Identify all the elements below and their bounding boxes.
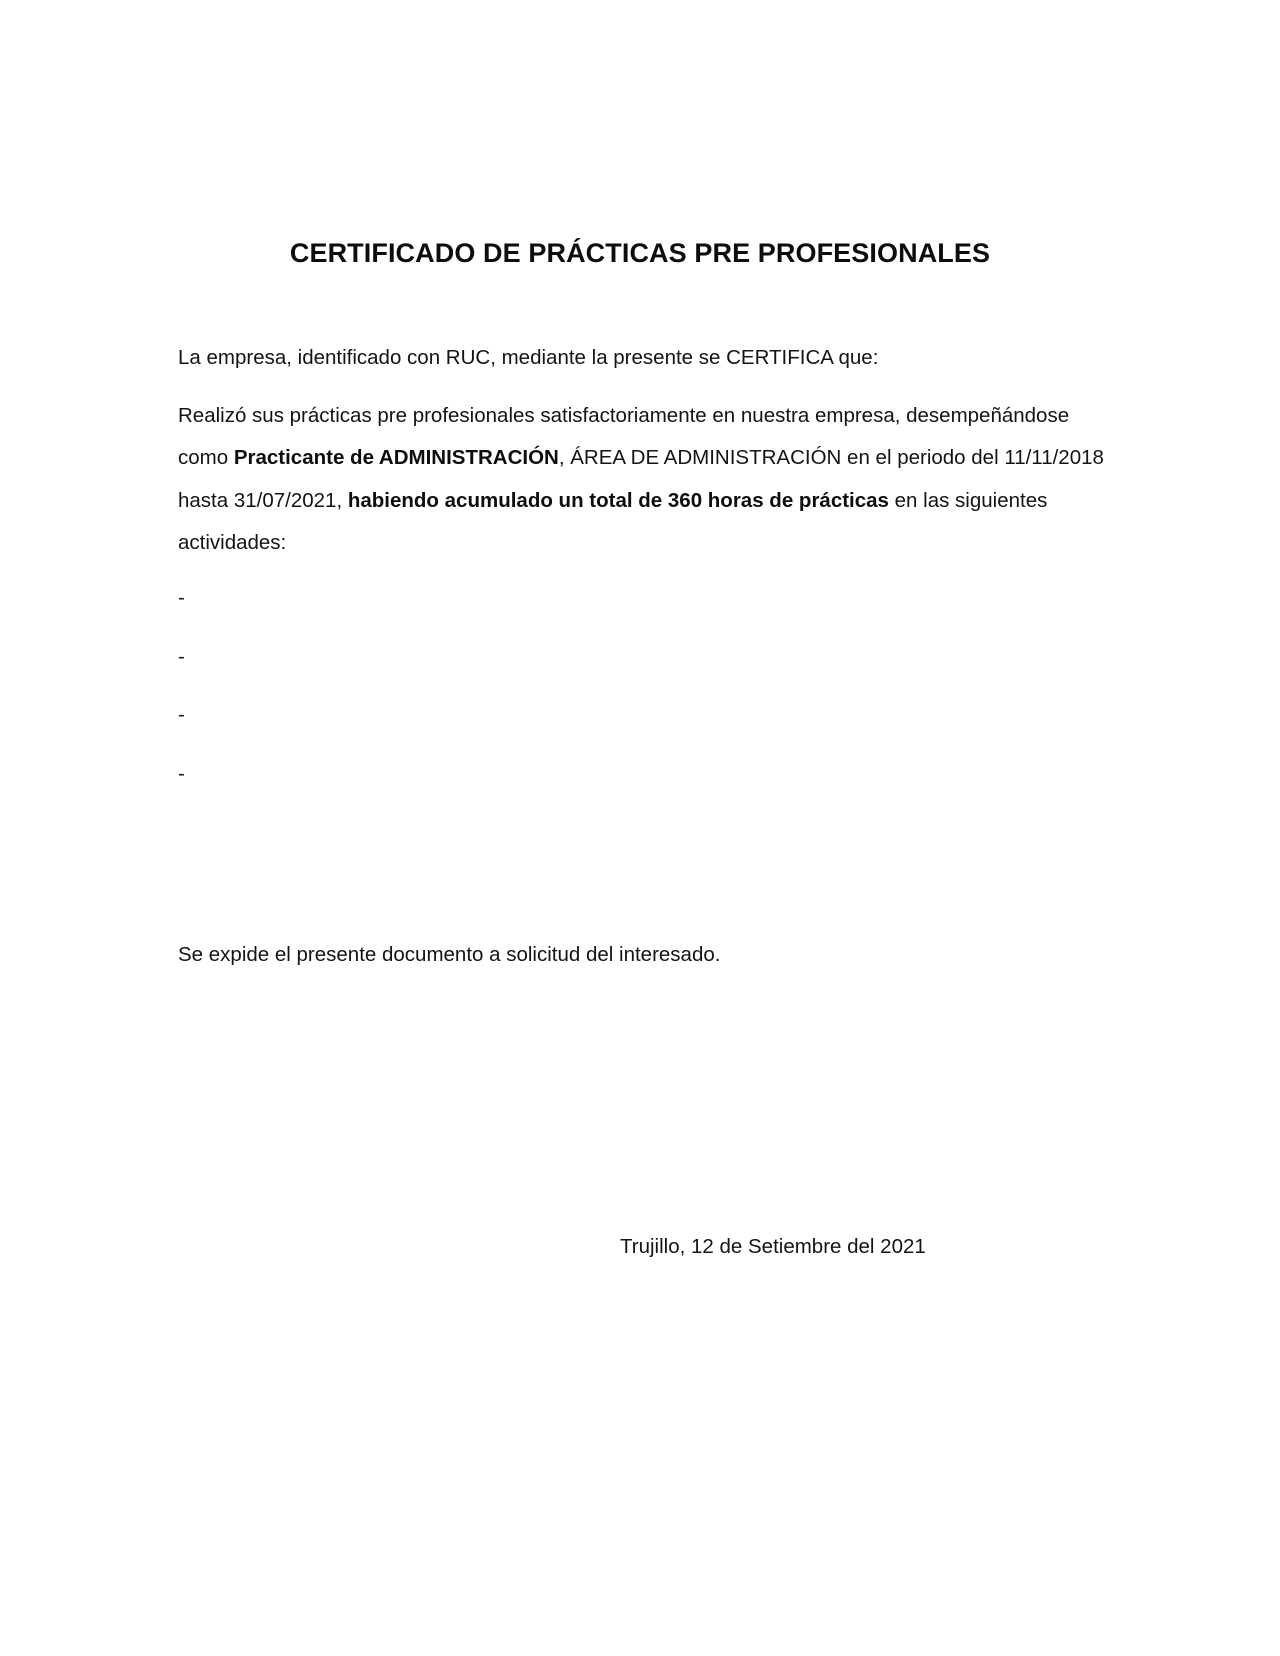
activity-item: - [178,703,185,726]
body-line-2 [178,437,1108,479]
body-line-3 [178,480,1108,522]
intro-paragraph: La empresa, identificado con RUC, mediante la presente se CERTIFICA que: [178,346,879,369]
closing-statement: Se expide el presente documento a solicitud del interesado. [178,943,721,966]
date-line: Trujillo, 12 de Setiembre del 2021 [620,1235,926,1258]
body-line-2-suffix: , ÁREA DE ADMINISTRACIÓN en el periodo del 11/11/2018 [558,446,1104,470]
body-paragraph [178,395,1108,564]
page-title: CERTIFICADO DE PRÁCTICAS PRE PROFESIONALES [289,238,991,268]
body-line-2-prefix: como [178,446,234,470]
body-line-4: actividades: [178,530,287,554]
activity-item: - [178,645,185,668]
position-title: Practicante de ADMINISTRACIÓN [233,446,559,470]
activity-item: - [178,762,185,785]
body-line-3-suffix: en las siguientes [888,488,1048,512]
hours-statement: habiendo acumulado un total de 360 horas de prácticas [347,488,889,512]
body-line-3-prefix: hasta 31/07/2021, [178,488,348,512]
activity-item: - [178,586,185,609]
body-line-1: Realizó sus prácticas pre profesionales satisfactoriamente en nuestra empresa, desempeñándose [178,404,1070,427]
